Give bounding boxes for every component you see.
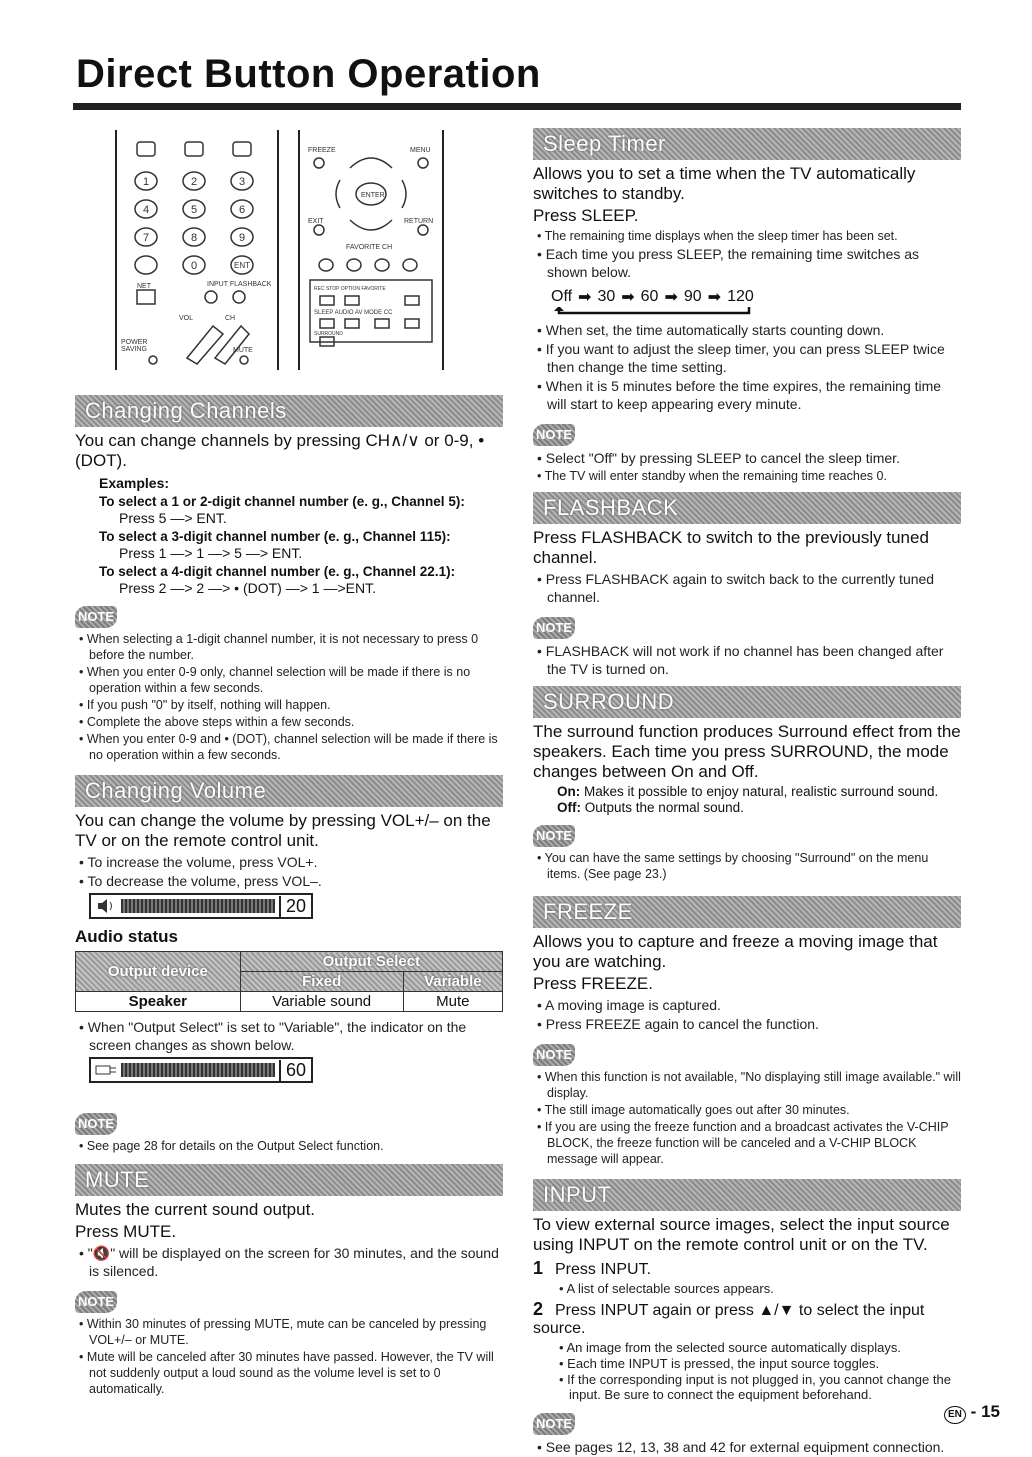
sequence-step: 90 [683, 288, 702, 305]
note-badge: NOTE [75, 606, 117, 628]
input-lead: To view external source images, select the input source using INPUT on the remote control unit or on the TV. [533, 1215, 950, 1254]
flashback-section [533, 492, 961, 678]
page-number: 15 [981, 1402, 1000, 1421]
note-item: • When you enter 0-9 only, channel selection will be made if there is no operation within a few seconds. [75, 664, 503, 696]
volume-meter-track [121, 899, 275, 913]
note-item: • When this function is not available, "No displaying still image available." will display. [533, 1069, 961, 1101]
svg-text:6: 6 [238, 204, 246, 216]
table-cell: Mute [403, 992, 502, 1012]
svg-text:EXIT: EXIT [308, 218, 324, 225]
table-header-fixed: Fixed [240, 972, 403, 992]
svg-text:8: 8 [190, 232, 198, 244]
examples-label: Examples: [99, 475, 170, 491]
loop-back-arrow-icon [553, 307, 753, 317]
mute-section [75, 1164, 503, 1397]
mute-bullet: • "🔇" will be displayed on the screen for 30 minutes, and the sound is silenced. [75, 1244, 503, 1280]
note-badge: NOTE [533, 424, 575, 446]
input-step-2 [533, 1299, 961, 1338]
remote-left-illustration [117, 130, 277, 370]
note-item: • The still image automatically goes out after 30 minutes. [533, 1102, 961, 1118]
page-footer [944, 1402, 1000, 1424]
surround-off-text: Outputs the normal sound. [584, 800, 744, 815]
svg-text:4: 4 [142, 204, 150, 216]
left-column [75, 395, 503, 1398]
step-sub-item: • An image from the selected source automatically displays. [533, 1340, 961, 1355]
surround-on-row [557, 784, 961, 799]
title-rule [73, 103, 961, 110]
output-icon [91, 1059, 121, 1081]
note-item: • Complete the above steps within a few seconds. [75, 714, 503, 730]
changing-channels-heading: Changing Channels [75, 395, 503, 427]
svg-text:9: 9 [238, 232, 246, 244]
volume-bullet: • To decrease the volume, press VOL–. [75, 872, 503, 890]
remote-left-panel [115, 130, 279, 370]
changing-volume-lead: You can change the volume by pressing VOL+/– on the TV or on the remote control unit. [75, 811, 491, 850]
speaker-icon [91, 895, 121, 917]
table-header-output-select: Output Select [240, 952, 502, 972]
volume-bullet: • To increase the volume, press VOL+. [75, 853, 503, 871]
note-item: • When selecting a 1-digit channel number, it is not necessary to press 0 before the number. [75, 631, 503, 663]
flashback-bullet: • Press FLASHBACK again to switch back to the currently tuned channel. [533, 570, 961, 606]
arrow-right-icon: ➡ [664, 289, 678, 306]
note-item: • Select "Off" by pressing SLEEP to cancel the sleep timer. [533, 449, 961, 467]
audio-status-label: Audio status [75, 927, 178, 946]
remote-right-illustration [300, 130, 442, 370]
sleep-press: Press SLEEP. [533, 206, 639, 225]
step-sub-item: • Each time INPUT is pressed, the input source toggles. [533, 1356, 961, 1371]
volume-meter [89, 893, 313, 919]
freeze-heading: FREEZE [533, 896, 961, 928]
step-text: Press INPUT again or press ▲/▼ to select the input source. [533, 1302, 925, 1337]
note-item: • See pages 12, 13, 38 and 42 for external equipment connection. [533, 1438, 961, 1456]
svg-text:0: 0 [190, 260, 198, 272]
example-1-title: To select a 1 or 2-digit channel number (e. g., Channel 5): [99, 494, 465, 509]
output-meter-track [121, 1063, 275, 1077]
sleep-timer-section [533, 128, 961, 484]
arrow-right-icon: ➡ [578, 289, 592, 306]
output-meter [89, 1057, 313, 1083]
svg-text:NET: NET [137, 283, 151, 290]
changing-channels-lead: You can change channels by pressing CH∧/∨ or 0-9, • (DOT). [75, 431, 485, 470]
note-badge: NOTE [533, 1413, 575, 1435]
changing-volume-heading: Changing Volume [75, 775, 503, 807]
svg-text:FAVORITE CH: FAVORITE CH [346, 244, 393, 251]
arrow-right-icon: ➡ [621, 289, 635, 306]
note-badge: NOTE [75, 1113, 117, 1135]
note-item: • See page 28 for details on the Output Select function. [75, 1138, 503, 1154]
note-badge: NOTE [533, 1044, 575, 1066]
table-cell: Speaker [76, 992, 241, 1012]
step-text: Press INPUT. [555, 1261, 652, 1278]
note-item: • Within 30 minutes of pressing MUTE, mute can be canceled by pressing VOL+/– or MUTE. [75, 1316, 503, 1348]
note-badge: NOTE [533, 825, 575, 847]
input-section [533, 1179, 961, 1456]
table-row [76, 992, 503, 1012]
example-2-press: Press 1 —> 1 —> 5 —> ENT. [119, 545, 303, 561]
changing-channels-section [75, 395, 503, 763]
surround-off-row [557, 800, 961, 815]
mute-lead: Mutes the current sound output. [75, 1200, 316, 1219]
right-column [533, 128, 961, 1457]
example-2-title: To select a 3-digit channel number (e. g., Channel 115): [99, 529, 451, 544]
volume-meter-value: 20 [279, 896, 311, 917]
sequence-step: 120 [727, 288, 754, 305]
step-number: 1 [533, 1258, 544, 1278]
mute-heading: MUTE [75, 1164, 503, 1196]
svg-text:SURROUND: SURROUND [314, 331, 343, 337]
sleep-bullet: • When it is 5 minutes before the time expires, the remaining time will start to keep appearing every minute. [533, 377, 961, 413]
note-item: • FLASHBACK will not work if no channel has been changed after the TV is turned on. [533, 642, 961, 678]
svg-text:RETURN: RETURN [404, 218, 434, 225]
svg-text:SLEEP AUDIO AV MODE CC: SLEEP AUDIO AV MODE CC [314, 310, 393, 316]
input-step-1 [533, 1258, 961, 1279]
example-3-press: Press 2 —> 2 —> • (DOT) —> 1 —>ENT. [119, 580, 376, 596]
sleep-bullet: • Each time you press SLEEP, the remaining time switches as shown below. [533, 245, 961, 281]
sequence-step: Off [551, 288, 573, 305]
sequence-step: 60 [640, 288, 659, 305]
svg-text:MENU: MENU [410, 147, 431, 154]
surround-on-text: Makes it possible to enjoy natural, realistic surround sound. [584, 784, 939, 799]
sleep-bullet: • If you want to adjust the sleep timer, you can press SLEEP twice then change the time setting. [533, 340, 961, 376]
page-title: Direct Button Operation [76, 52, 541, 96]
sleep-timer-heading: Sleep Timer [533, 128, 961, 160]
language-badge: EN [944, 1406, 966, 1424]
surround-lead: The surround function produces Surround effect from the speakers. Each time you press SURROUND, the mode changes between On and Off. [533, 722, 961, 781]
note-item: • The TV will enter standby when the remaining time reaches 0. [533, 468, 961, 484]
audio-status-table [75, 951, 503, 1012]
table-header-output-device: Output device [76, 952, 241, 992]
sleep-bullet: • The remaining time displays when the sleep timer has been set. [533, 228, 961, 244]
svg-text:5: 5 [190, 204, 198, 216]
note-badge: NOTE [75, 1291, 117, 1313]
svg-text:ENT: ENT [234, 261, 250, 270]
surround-section [533, 686, 961, 882]
note-item: • If you are using the freeze function and a broadcast activates the V-CHIP BLOCK, the freeze function will be canceled and a V-CHIP BLOCK message will appear. [533, 1119, 961, 1167]
sleep-lead: Allows you to set a time when the TV automatically switches to standby. [533, 164, 916, 203]
svg-text:REC STOP OPTION FAVORITE: REC STOP OPTION FAVORITE [314, 286, 386, 292]
output-meter-value: 60 [279, 1060, 311, 1081]
remote-right-panel [298, 130, 444, 370]
freeze-lead: Allows you to capture and freeze a moving image that you are watching. [533, 932, 938, 971]
sleep-bullet: • When set, the time automatically starts counting down. [533, 321, 961, 339]
arrow-right-icon: ➡ [707, 289, 722, 306]
sleep-sequence [551, 287, 961, 307]
surround-off-label: Off: [557, 800, 581, 815]
note-badge: NOTE [533, 617, 575, 639]
flashback-lead: Press FLASHBACK to switch to the previously tuned channel. [533, 528, 929, 567]
freeze-press: Press FREEZE. [533, 974, 653, 993]
svg-text:SAVING: SAVING [121, 346, 147, 353]
note-item: • When you enter 0-9 and • (DOT), channel selection will be made if there is no operation within a few seconds. [75, 731, 503, 763]
note-item: • Mute will be canceled after 30 minutes have passed. However, the TV will not suddenly output a loud sound as the volume level is set to 0 automatically. [75, 1349, 503, 1397]
table-cell: Variable sound [240, 992, 403, 1012]
freeze-bullet: • Press FREEZE again to cancel the function. [533, 1015, 961, 1033]
freeze-bullet: • A moving image is captured. [533, 996, 961, 1014]
freeze-section [533, 896, 961, 1167]
surround-on-label: On: [557, 784, 581, 799]
changing-volume-section [75, 775, 503, 1154]
sequence-step: 30 [597, 288, 616, 305]
svg-text:CH: CH [225, 315, 236, 322]
table-header-variable: Variable [403, 972, 502, 992]
page-number-separator: - [970, 1402, 977, 1421]
svg-text:1: 1 [142, 176, 150, 188]
flashback-heading: FLASHBACK [533, 492, 961, 524]
svg-text:3: 3 [238, 176, 246, 188]
note-item: • You can have the same settings by choosing "Surround" on the menu items. (See page 23.) [533, 850, 961, 882]
example-3-title: To select a 4-digit channel number (e. g., Channel 22.1): [99, 564, 456, 579]
svg-text:INPUT FLASHBACK: INPUT FLASHBACK [207, 281, 272, 288]
example-1-press: Press 5 —> ENT. [119, 510, 227, 526]
step-sub-item: • A list of selectable sources appears. [533, 1281, 961, 1296]
svg-text:7: 7 [142, 232, 150, 244]
after-table-bullet: • When "Output Select" is set to "Variable", the indicator on the screen changes as shown below. [75, 1018, 503, 1054]
svg-text:MUTE: MUTE [233, 347, 253, 354]
svg-text:VOL: VOL [179, 315, 194, 322]
svg-text:FREEZE: FREEZE [308, 147, 336, 154]
svg-text:2: 2 [190, 176, 198, 188]
mute-press: Press MUTE. [75, 1222, 177, 1241]
step-sub-item: • If the corresponding input is not plugged in, you cannot change the input. Be sure to connect the equipment beforehand. [533, 1372, 961, 1402]
svg-text:ENTER: ENTER [361, 192, 385, 199]
surround-heading: SURROUND [533, 686, 961, 718]
svg-text:POWER: POWER [121, 339, 148, 346]
step-number: 2 [533, 1299, 544, 1319]
input-heading: INPUT [533, 1179, 961, 1211]
note-item: • If you push "0" by itself, nothing will happen. [75, 697, 503, 713]
